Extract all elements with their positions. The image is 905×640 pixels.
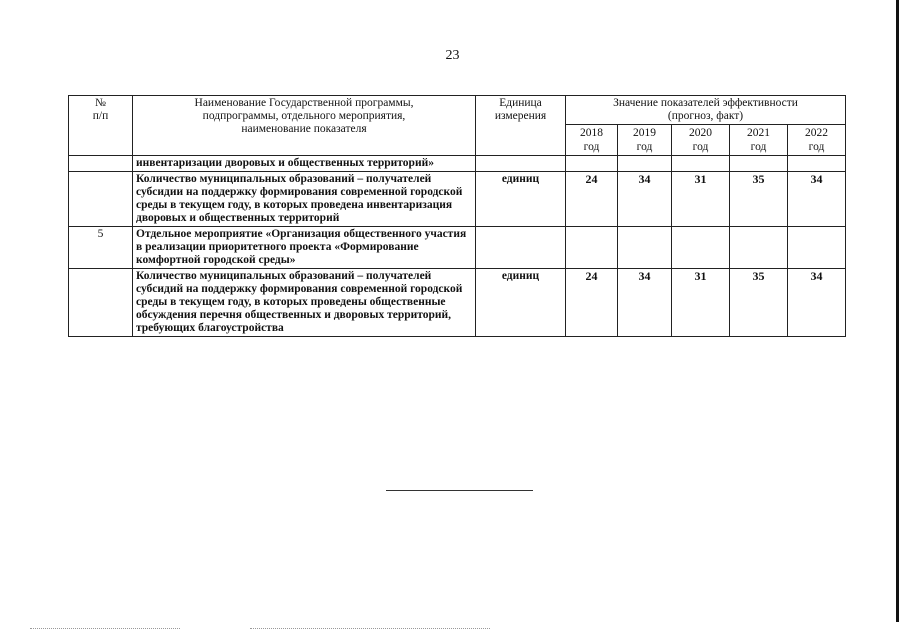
page-number: 23 bbox=[445, 48, 460, 63]
scan-edge-border bbox=[896, 0, 899, 622]
header-row bbox=[69, 96, 846, 125]
row-value bbox=[788, 156, 846, 172]
year-suffix: год bbox=[808, 141, 825, 153]
row-unit: единиц bbox=[476, 269, 566, 337]
row-value bbox=[730, 156, 788, 172]
row-value: 24 bbox=[566, 269, 618, 337]
row-name: инвентаризации дворовых и общественных территорий» bbox=[133, 156, 476, 172]
year-header bbox=[672, 125, 730, 156]
year-header bbox=[618, 125, 672, 156]
table-row bbox=[69, 227, 846, 269]
header-num bbox=[69, 96, 133, 156]
year-label: 2021 bbox=[747, 127, 770, 139]
table-row bbox=[69, 269, 846, 337]
row-value: 31 bbox=[672, 172, 730, 227]
row-value: 24 bbox=[566, 172, 618, 227]
year-suffix: год bbox=[636, 141, 653, 153]
year-label: 2018 bbox=[580, 127, 603, 139]
row-unit bbox=[476, 227, 566, 269]
row-value bbox=[672, 227, 730, 269]
table-row bbox=[69, 156, 846, 172]
header-unit-text: Единица измерения bbox=[494, 97, 547, 122]
row-name: Количество муниципальных образований – получателей субсидий на поддержку формирования современной городской среды в текущем году, в которых проведены общественные обсуждения перечня общественных и дворовых территорий, требующих благоустройства bbox=[133, 269, 476, 337]
end-separator-line bbox=[386, 490, 533, 491]
row-value: 31 bbox=[672, 269, 730, 337]
header-name-text: Наименование Государственной программы, подпрограммы, отдельного мероприятия, наименование показателя bbox=[194, 97, 414, 135]
row-num bbox=[69, 156, 133, 172]
row-unit bbox=[476, 156, 566, 172]
row-value bbox=[618, 156, 672, 172]
year-suffix: год bbox=[583, 141, 600, 153]
table-row bbox=[69, 172, 846, 227]
row-value bbox=[788, 227, 846, 269]
row-num bbox=[69, 269, 133, 337]
row-name: Отдельное мероприятие «Организация общественного участия в реализации приоритетного проекта «Формирование комфортной городской среды» bbox=[133, 227, 476, 269]
row-value: 34 bbox=[788, 172, 846, 227]
year-suffix: год bbox=[750, 141, 767, 153]
year-label: 2019 bbox=[633, 127, 656, 139]
row-value bbox=[730, 227, 788, 269]
row-num: 5 bbox=[69, 227, 133, 269]
row-value: 34 bbox=[618, 269, 672, 337]
scan-noise-line bbox=[30, 628, 180, 630]
header-num-text: № п/п bbox=[92, 97, 109, 122]
row-value bbox=[566, 156, 618, 172]
scan-noise-line bbox=[250, 628, 490, 630]
row-unit: единиц bbox=[476, 172, 566, 227]
header-name bbox=[133, 96, 476, 156]
header-unit bbox=[476, 96, 566, 156]
row-name: Количество муниципальных образований – получателей субсидии на поддержку формирования современной городской среды в текущем году, в которых проведена инвентаризация дворовых и общественных территорий bbox=[133, 172, 476, 227]
header-values-group-text: Значение показателей эффективности (прогноз, факт) bbox=[613, 97, 798, 122]
row-value: 34 bbox=[618, 172, 672, 227]
row-value bbox=[618, 227, 672, 269]
year-label: 2020 bbox=[689, 127, 712, 139]
row-value: 35 bbox=[730, 269, 788, 337]
year-header bbox=[730, 125, 788, 156]
year-header bbox=[788, 125, 846, 156]
row-value bbox=[566, 227, 618, 269]
year-label: 2022 bbox=[805, 127, 829, 139]
row-num bbox=[69, 172, 133, 227]
row-value: 34 bbox=[788, 269, 846, 337]
year-suffix: год bbox=[692, 141, 709, 153]
indicators-table bbox=[68, 95, 846, 337]
year-header bbox=[566, 125, 618, 156]
header-values-group bbox=[566, 96, 846, 125]
row-value bbox=[672, 156, 730, 172]
row-value: 35 bbox=[730, 172, 788, 227]
